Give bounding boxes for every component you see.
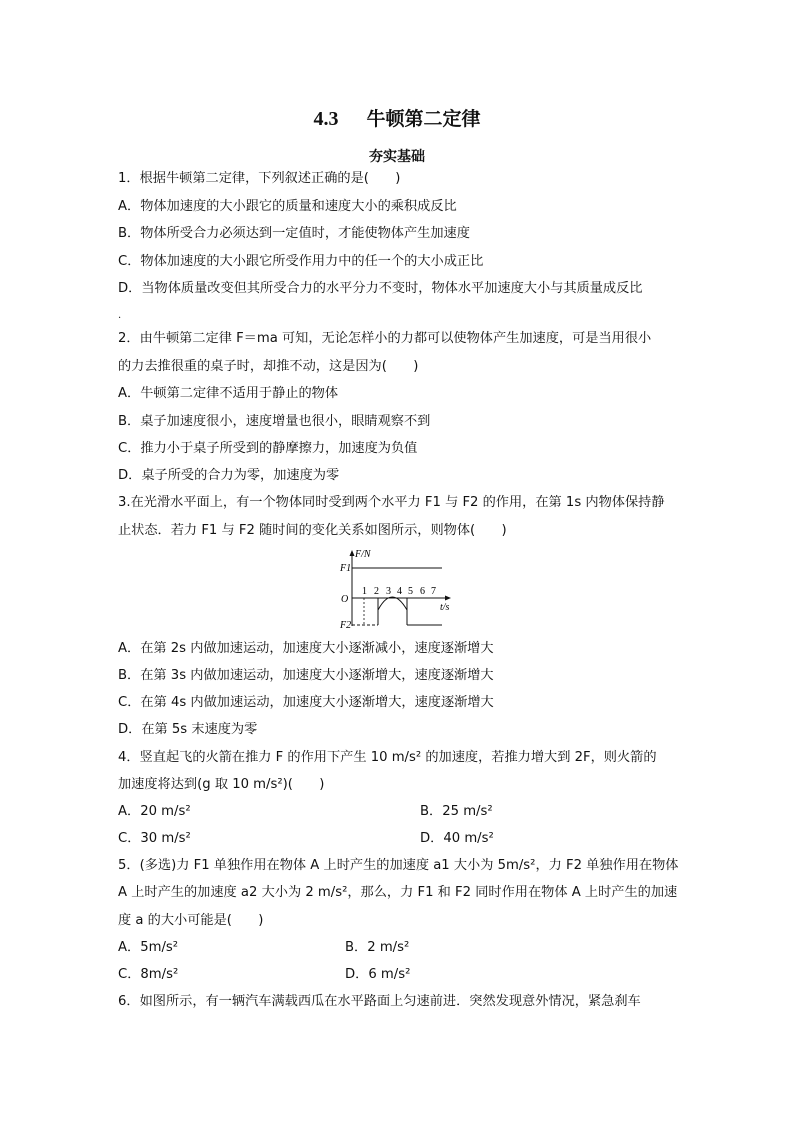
question-2-stem-line-1: 2．由牛顿第二定律 F＝ma 可知，无论怎样小的力都可以使物体产生加速度，可是当用很小 bbox=[118, 331, 652, 346]
question-3-option-d: D．在第 5s 末速度为零 bbox=[118, 722, 258, 737]
x-axis-label: t/s bbox=[440, 602, 450, 613]
question-5-stem-line-3: 度 a 的大小可能是( ) bbox=[118, 913, 264, 928]
tick-label-7: 7 bbox=[431, 586, 436, 597]
section-heading: 夯实基础 bbox=[369, 149, 425, 165]
question-2-option-c: C．推力小于桌子所受到的静摩擦力，加速度为负值 bbox=[118, 441, 418, 456]
question-4-option-a: A．20 m/s² bbox=[118, 804, 191, 819]
question-1-option-a: A．物体加速度的大小跟它的质量和速度大小的乘积成反比 bbox=[118, 199, 457, 214]
f2-axis-label: F2 bbox=[340, 620, 352, 630]
question-5-stem-line-2: A 上时产生的加速度 a2 大小为 2 m/s²，那么，力 F1 和 F2 同时作用在物体 A 上时产生的加速 bbox=[118, 885, 678, 900]
question-1-option-c: C．物体加速度的大小跟它所受作用力中的任一个的大小成正比 bbox=[118, 254, 484, 269]
question-2-option-b: B．桌子加速度很小，速度增量也很小，眼睛观察不到 bbox=[118, 414, 431, 429]
question-4-option-c: C．30 m/s² bbox=[118, 831, 191, 846]
y-axis-label: F/N bbox=[355, 549, 371, 560]
f2-arch-curve bbox=[378, 597, 407, 625]
question-4-stem-line-2: 加速度将达到(g 取 10 m/s²)( ) bbox=[118, 777, 325, 792]
force-time-graph-svg bbox=[330, 548, 465, 630]
question-3-option-c: C．在第 4s 内做加速运动，加速度大小逐渐增大，速度逐渐增大 bbox=[118, 695, 494, 710]
stray-mark: . bbox=[118, 310, 122, 321]
question-2-stem-line-2: 的力去推很重的桌子时，却推不动，这是因为( ) bbox=[118, 359, 419, 374]
question-5-option-d: D．6 m/s² bbox=[345, 967, 411, 982]
question-5-option-c: C．8m/s² bbox=[118, 967, 179, 982]
question-4-option-d: D．40 m/s² bbox=[420, 831, 494, 846]
question-6-stem-line-1: 6．如图所示，有一辆汽车满载西瓜在水平路面上匀速前进．突然发现意外情况，紧急刹车 bbox=[118, 994, 641, 1009]
origin-label: O bbox=[341, 594, 349, 605]
question-3-stem-line-2: 止状态．若力 F1 与 F2 随时间的变化关系如图所示，则物体( ) bbox=[118, 523, 507, 538]
question-1-option-d: D．当物体质量改变但其所受合力的水平分力不变时，物体水平加速度大小与其质量成反比 bbox=[118, 281, 643, 296]
tick-label-1: 1 bbox=[362, 586, 367, 597]
x-axis-arrow bbox=[445, 596, 451, 601]
question-1-option-b: B．物体所受合力必须达到一定值时，才能使物体产生加速度 bbox=[118, 226, 470, 241]
tick-label-5: 5 bbox=[408, 586, 413, 597]
question-5-option-a: A．5m/s² bbox=[118, 940, 179, 955]
tick-label-6: 6 bbox=[420, 586, 425, 597]
question-5-option-b: B．2 m/s² bbox=[345, 940, 410, 955]
tick-label-4: 4 bbox=[397, 586, 402, 597]
section-number: 4.3 bbox=[313, 108, 339, 130]
question-3-stem-line-1: 3.在光滑水平面上，有一个物体同时受到两个水平力 F1 与 F2 的作用，在第 1s 内物体保持静 bbox=[118, 495, 665, 510]
question-4-option-b: B．25 m/s² bbox=[420, 804, 493, 819]
question-3-option-a: A．在第 2s 内做加速运动，加速度大小逐渐减小，速度逐渐增大 bbox=[118, 641, 494, 656]
question-4-stem-line-1: 4．竖直起飞的火箭在推力 F 的作用下产生 10 m/s² 的加速度，若推力增大到 2F，则火箭的 bbox=[118, 750, 657, 765]
f1-axis-label: F1 bbox=[340, 563, 352, 574]
question-1-stem: 1．根据牛顿第二定律，下列叙述正确的是( ) bbox=[118, 171, 401, 186]
tick-label-2: 2 bbox=[374, 586, 379, 597]
question-2-option-a: A．牛顿第二定律不适用于静止的物体 bbox=[118, 386, 339, 401]
section-title: 牛顿第二定律 bbox=[366, 108, 481, 130]
y-axis-arrow bbox=[350, 550, 355, 556]
question-2-option-d: D．桌子所受的合力为零，加速度为零 bbox=[118, 468, 340, 483]
tick-label-3: 3 bbox=[386, 586, 391, 597]
force-time-graph bbox=[330, 548, 465, 630]
question-5-stem-line-1: 5．(多选)力 F1 单独作用在物体 A 上时产生的加速度 a1 大小为 5m/s²，力 F2 单独作用在物体 bbox=[118, 858, 679, 873]
page-title bbox=[0, 104, 794, 131]
question-3-option-b: B．在第 3s 内做加速运动，加速度大小逐渐增大，速度逐渐增大 bbox=[118, 668, 494, 683]
